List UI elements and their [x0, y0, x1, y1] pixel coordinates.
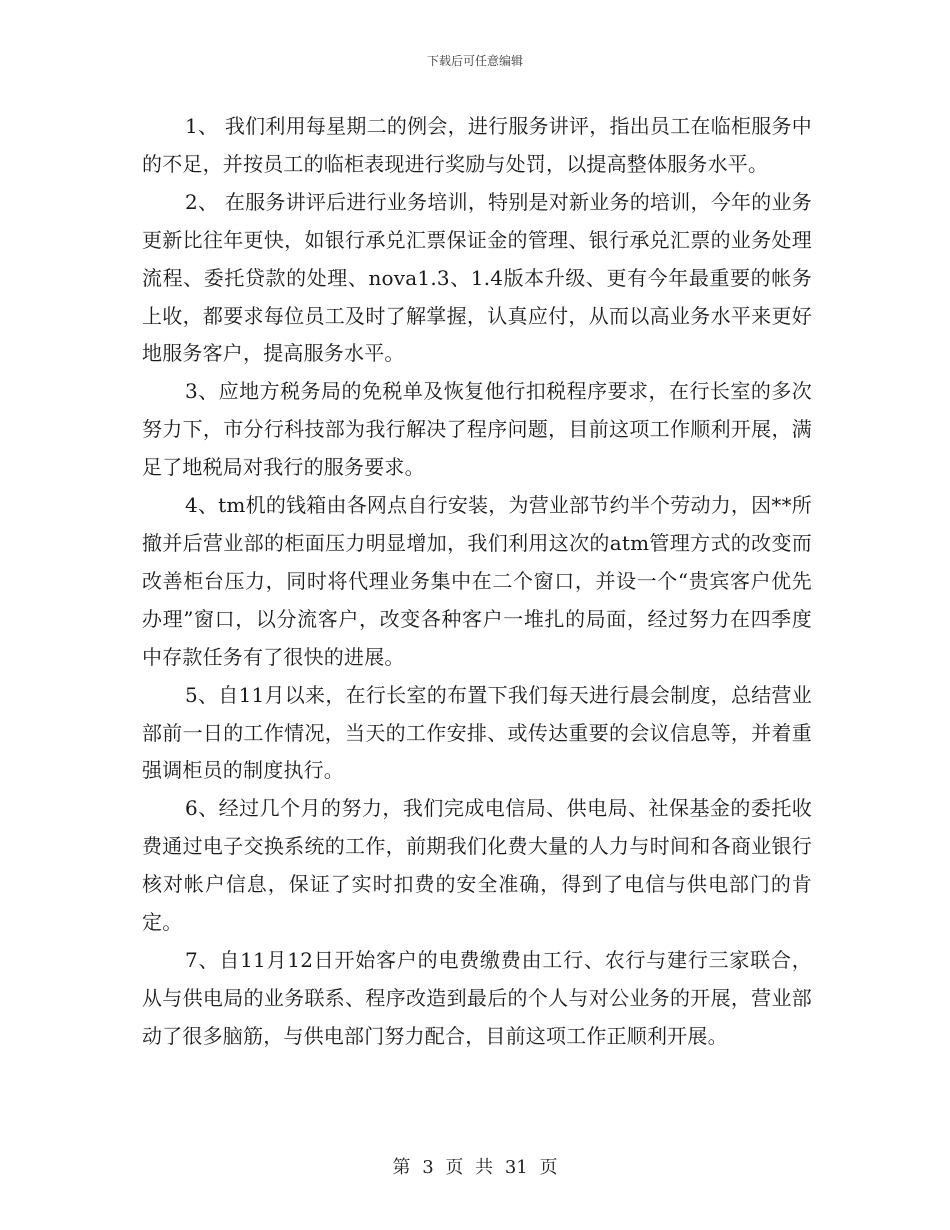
document-body — [142, 108, 812, 1056]
paragraph-2: 2、 在服务讲评后进行业务培训，特别是对新业务的培训，今年的业务更新比往年更快，如银行承兑汇票保证金的管理、银行承兑汇票的业务处理流程、委托贷款的处理、nova1.3、1.4版本升级、更有今年最重要的帐务上收，都要求每位员工及时了解掌握，认真应付，从而以高业务水平来更好地服务客户，提高服务水平。 — [142, 189, 812, 366]
paragraph-4: 4、tm机的钱箱由各网点自行安装，为营业部节约半个劳动力，因**所撤并后营业部的柜面压力明显增加，我们利用这次的atm管理方式的改变而改善柜台压力，同时将代理业务集中在二个窗口，并设一个“贵宾客户优先办理”窗口，以分流客户，改变各种客户一堆扎的局面，经过努力在四季度中存款任务有了很快的进展。 — [142, 493, 812, 669]
paragraph-7: 7、自11月12日开始客户的电费缴费由工行、农行与建行三家联合，从与供电局的业务联系、程序改造到最后的个人与对公业务的开展，营业部动了很多脑筋，与供电部门努力配合，目前这项工作正顺利开展。 — [142, 947, 812, 1048]
paragraph-1: 1、 我们利用每星期二的例会，进行服务讲评，指出员工在临柜服务中的不足，并按员工的临柜表现进行奖励与处罚，以提高整体服务水平。 — [142, 114, 812, 176]
paragraph-6: 6、经过几个月的努力，我们完成电信局、供电局、社保基金的委托收费通过电子交换系统的工作，前期我们化费大量的人力与时间和各商业银行核对帐户信息，保证了实时扣费的安全准确，得到了电信与供电部门的肯定。 — [142, 796, 812, 935]
page-footer: 第 3 页 共 31 页 — [392, 1157, 558, 1178]
page-header: 下载后可任意编辑 — [426, 54, 523, 68]
paragraph-5: 5、自11月以来，在行长室的布置下我们每天进行晨会制度，总结营业部前一日的工作情况，当天的工作安排、或传达重要的会议信息等，并着重强调柜员的制度执行。 — [142, 682, 812, 783]
paragraph-3: 3、应地方税务局的免税单及恢复他行扣税程序要求，在行长室的多次努力下，市分行科技部为我行解决了程序问题，目前这项工作顺利开展，满足了地税局对我行的服务要求。 — [142, 379, 812, 480]
